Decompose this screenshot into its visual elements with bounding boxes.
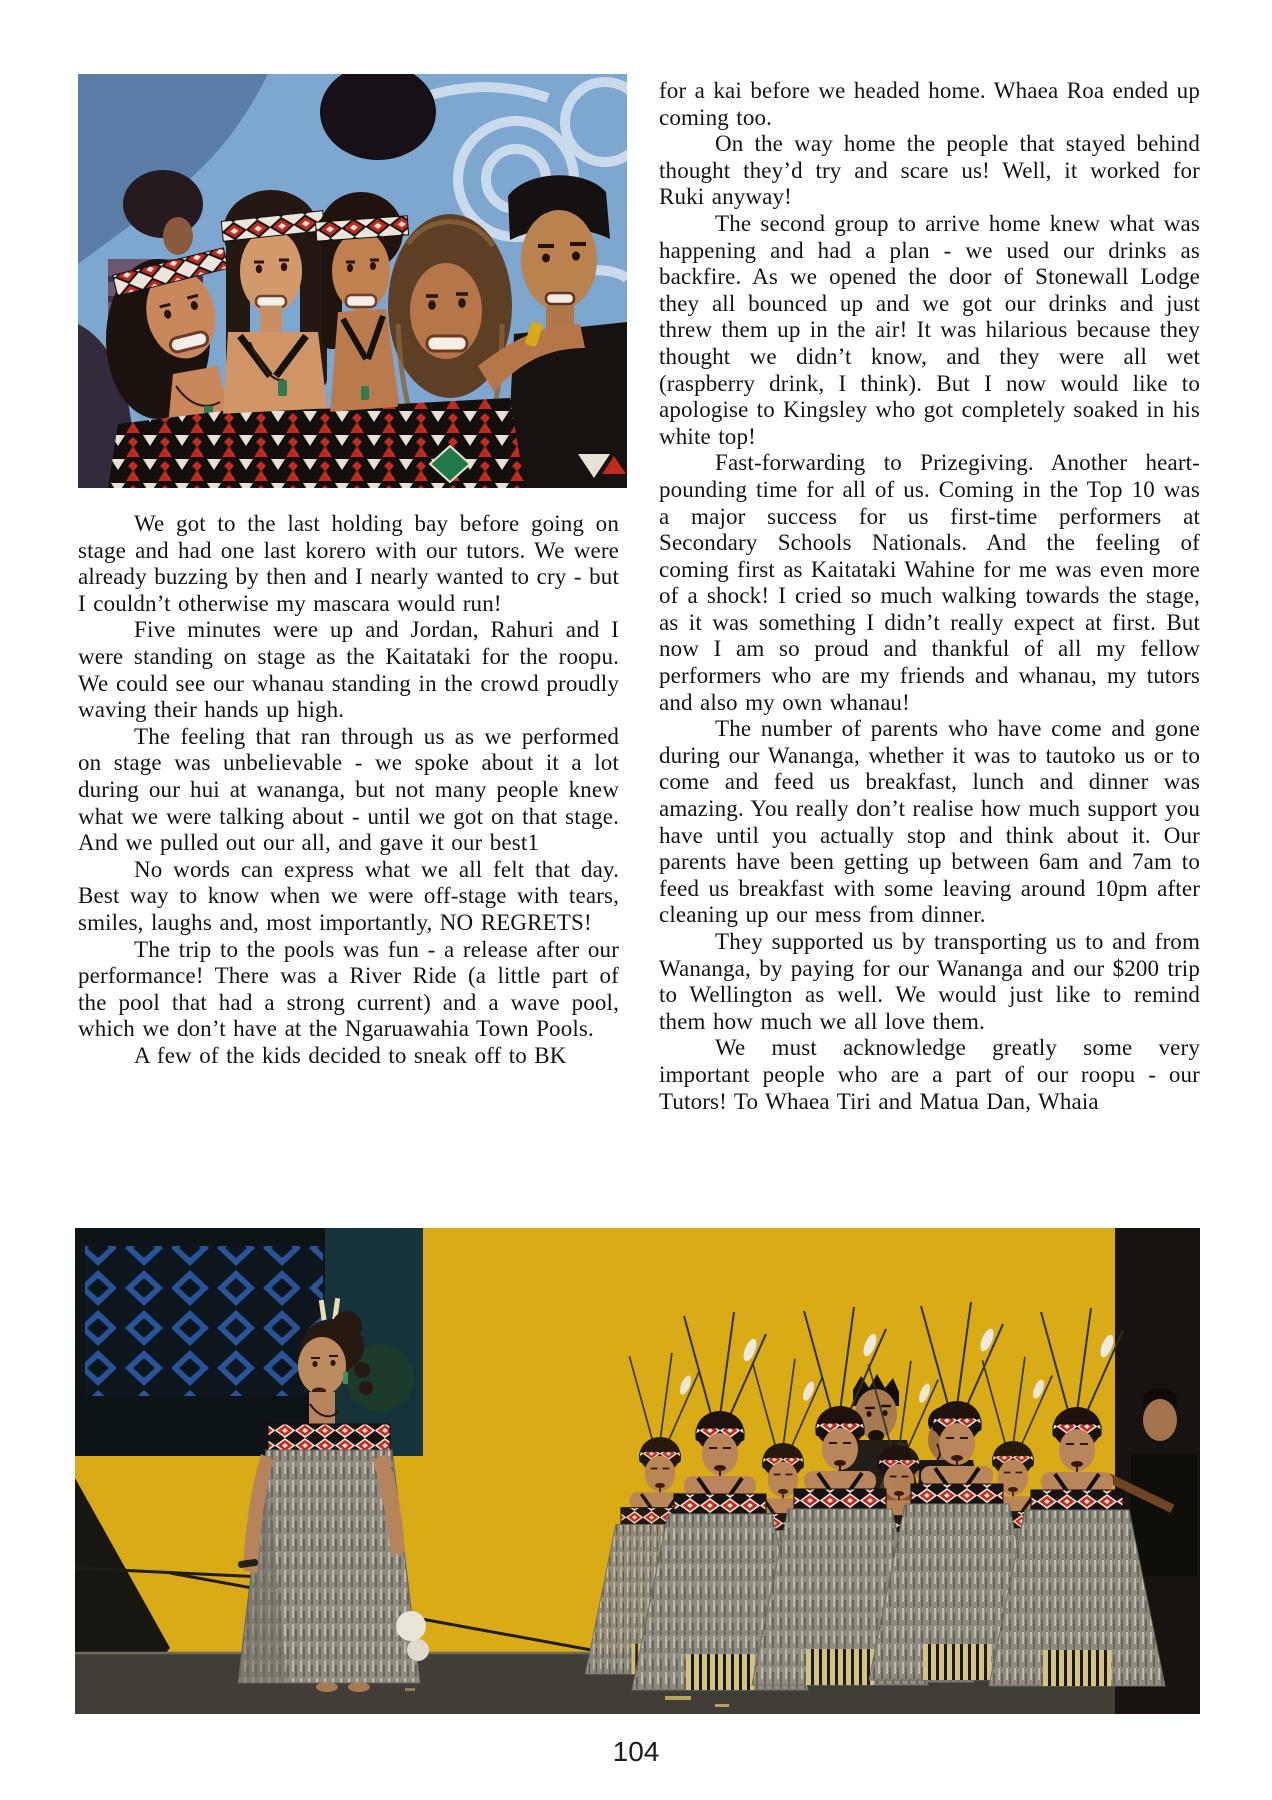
paragraph: for a kai before we headed home. Whaea Roa ended up coming too. xyxy=(659,78,1200,130)
page-number: 104 xyxy=(612,1736,660,1767)
right-text-column xyxy=(659,78,1200,1115)
paragraph: We must acknowledge greatly some very important people who are a part of our roopu - our Tutors! To Whaea Tiri and Matua Dan, Whaia xyxy=(659,1035,1200,1114)
paragraph: No words can express what we all felt that day. Best way to know when we were off-stage with tears, smiles, laughs and, most importantly, NO REGRETS! xyxy=(78,856,619,935)
paragraph: The trip to the pools was fun - a release after our performance! There was a River Ride (a little part of the pool that had a strong current) and a wave pool, which we don’t have at the Ngaruawahia Town Pools. xyxy=(78,936,619,1042)
paragraph: Five minutes were up and Jordan, Rahuri and I were standing on stage as the Kaitataki for the roopu. We could see our whanau standing in the crowd proudly waving their hands up high. xyxy=(78,617,619,723)
bottom-photo xyxy=(75,1228,1200,1714)
paragraph: The second group to arrive home knew what was happening and had a plan - we used our drinks as backfire. As we opened the door of Stonewall Lodge they all bounced up and we got our drinks and just threw them up in the air! It was hilarious because they thought we didn’t know, and they were all wet (raspberry drink, I think). But I now would like to apologise to Kingsley who got completely soaked in his white top! xyxy=(659,210,1200,449)
paragraph: On the way home the people that stayed behind thought they’d try and scare us! Well, it worked for Ruki anyway! xyxy=(659,131,1200,210)
paragraph: A few of the kids decided to sneak off to BK xyxy=(134,1042,567,1068)
left-text-column xyxy=(78,511,619,1069)
paragraph: We got to the last holding bay before going on stage and had one last korero with our tutors. We were already buzzing by then and I nearly wanted to cry - but I couldn’t otherwise my mascara would run! xyxy=(78,511,619,616)
paragraph: The number of parents who have come and gone during our Wananga, whether it was to tautoko us or to come and feed us breakfast, lunch and dinner was amazing. You really don’t realise how much support you have until you actually stop and think about it. Our parents have been getting up between 6am and 7am to feed us breakfast with some leaving around 10pm after cleaning up our mess from dinner. xyxy=(659,716,1200,928)
paragraph: They supported us by transporting us to and from Wananga, by paying for our Wananga and our $200 trip to Wellington as well. We would just like to remind them how much we all love them. xyxy=(659,929,1200,1034)
paragraph: The feeling that ran through us as we performed on stage was unbelievable - we spoke about it a lot during our hui at wananga, but not many people knew what we were talking about - until we got on that stage. And we pulled out our all, and gave it our best1 xyxy=(78,723,619,856)
paragraph: Fast-forwarding to Prizegiving. Another heart-pounding time for all of us. Coming in the Top 10 was a major success for us first-time performers at Secondary Schools Nationals. And the feeling of coming first as Kaitataki Wahine for me was even more of a shock! I cried so much walking towards the stage, as it was something I didn’t really expect at first. But now I am so proud and thankful of all my fellow performers who are my friends and whanau, my tutors and also my own whanau! xyxy=(659,450,1200,715)
top-photo xyxy=(78,74,627,488)
top-photo-image xyxy=(78,74,627,488)
stage-screen xyxy=(75,1228,423,1456)
bottom-photo-image xyxy=(75,1228,1200,1714)
